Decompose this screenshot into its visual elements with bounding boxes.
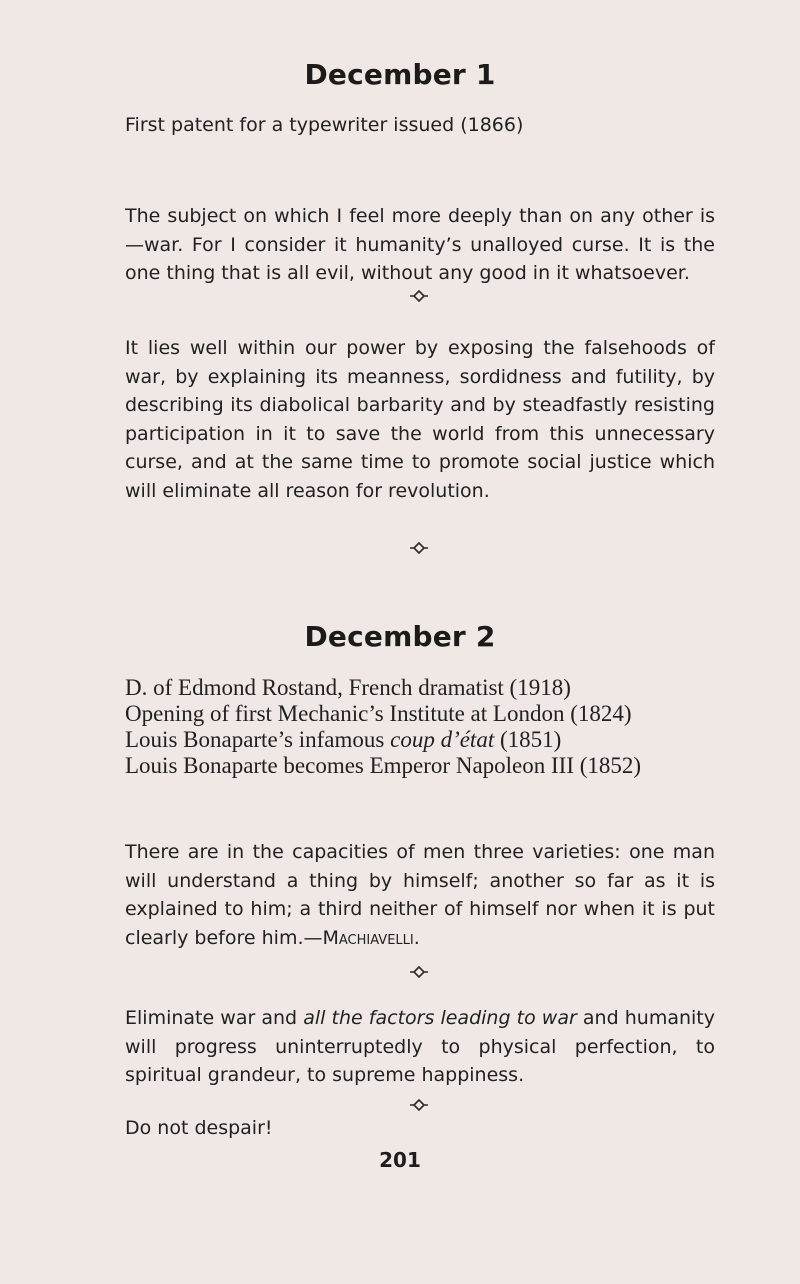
diamond-ornament-icon [410, 966, 428, 978]
event-line: First patent for a typewriter issued (1866) [125, 114, 524, 136]
event-line: Louis Bonaparte becomes Emperor Napoleon III (1852) [125, 753, 642, 778]
date-heading-december-2: December 2 [304, 620, 496, 653]
paragraph-eliminate-war [125, 1004, 715, 1090]
paragraph-exposing-war: It lies well within our power by exposing the falsehoods of war, by explaining its meanness, sordidness and futility, by describing its diabolical barbarity and by steadfastly resisting participation in it to save the world from this unnecessary curse, and at the same time to promote social justice which will eliminate all reason for revolution. [125, 337, 715, 502]
page-number: 201 [379, 1148, 421, 1172]
event-italic-text: coup d’état [390, 727, 495, 752]
event-line [125, 727, 561, 753]
exhortation-italic-text: all the factors leading to war [303, 1007, 577, 1029]
closing-line: Do not despair! [125, 1117, 273, 1139]
event-line: D. of Edmond Rostand, French dramatist (1918) [125, 675, 571, 700]
event-text: (1851) [494, 727, 562, 752]
date-heading-december-1: December 1 [304, 58, 496, 91]
quote-text: There are in the capacities of men three varieties: one man will understand a thing by himself; another so far as it is explained to him; a third neither of himself nor when it is put clearly before him.— [125, 841, 715, 949]
quote-author: Machiavelli. [322, 926, 420, 949]
paragraph-war-curse: The subject on which I feel more deeply than on any other is—war. For I consider it humanity’s unalloyed curse. It is the one thing that is all evil, without any good in it whatsoever. [125, 205, 715, 285]
quote-paragraph [125, 838, 715, 952]
diamond-ornament-icon [410, 1099, 428, 1111]
diamond-ornament-icon [410, 290, 428, 302]
event-line: Opening of first Mechanic’s Institute at London (1824) [125, 701, 632, 726]
diamond-ornament-icon [410, 542, 428, 554]
event-text: Louis Bonaparte’s infamous [125, 727, 391, 752]
exhortation-text: Eliminate war and [125, 1007, 304, 1029]
exhortation-text: and humanity will progress uninterruptedly to physical perfection, to spiritual grandeur, to supreme happiness. [125, 1007, 715, 1087]
